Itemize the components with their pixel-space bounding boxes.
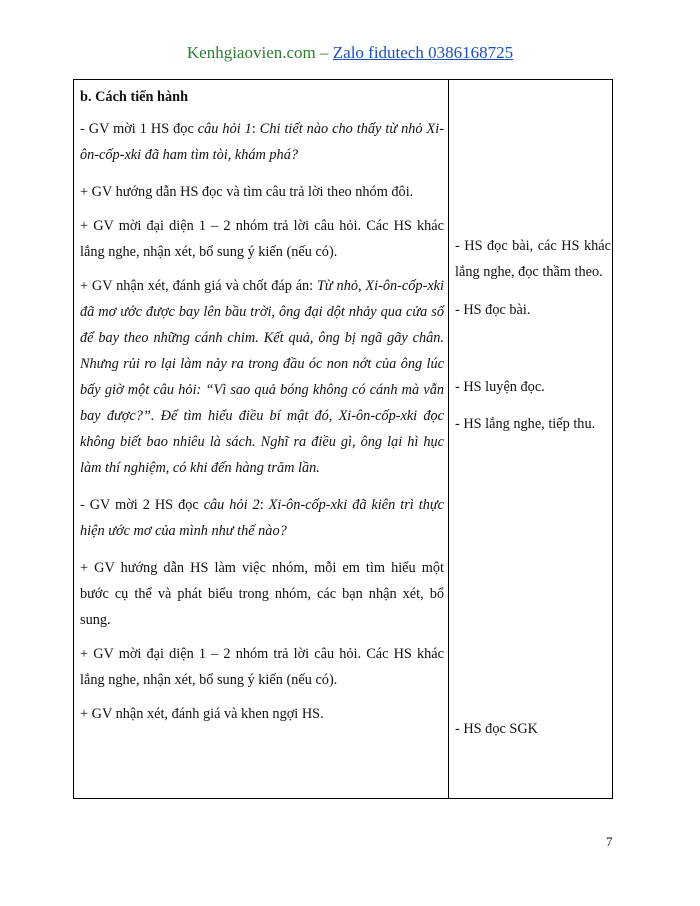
page-header	[0, 42, 700, 64]
q1-text: Chi tiết nào cho thấy từ nhỏ Xi-ôn-cốp-xki đã ham tìm tòi, khám phá?	[80, 121, 444, 163]
section-title: b. Cách tiến hành	[80, 89, 189, 105]
student-activity-2: - HS đọc bài.	[455, 302, 531, 318]
q1-label: câu hỏi 1	[197, 121, 252, 137]
q2-colon: :	[259, 497, 269, 513]
page-number: 7	[606, 834, 613, 849]
answer-prefix: + GV nhận xét, đánh giá và chốt đáp án:	[80, 278, 317, 294]
q1-colon: :	[251, 121, 260, 137]
header-zalo-link[interactable]: Zalo fidutech 0386168725	[332, 43, 514, 62]
student-activity-5: - HS đọc SGK	[455, 721, 539, 737]
activity-praise: + GV nhận xét, đánh giá và khen ngợi HS.	[80, 706, 324, 722]
header-separator: –	[315, 43, 333, 62]
student-activity-3: - HS luyện đọc.	[455, 379, 545, 395]
answer-text: Từ nhỏ, Xi-ôn-cốp-xki đã mơ ước được bay lên bầu trời, ông đại dột nhảy qua cửa sổ để bay theo những cánh chim. Kết quả, ông bị ngã gãy chân. Nhưng rủi ro lại làm nảy ra trong đầu óc non nớt của ông lúc bấy giờ một câu hỏi: “Vì sao quả bóng không có cánh mà vẫn bay được?”. Để tìm hiểu điều bí mật đó, Xi-ôn-cốp-xki đọc không biết bao nhiêu là sách. Nghĩ ra điều gì, ông lại hì hục làm thí nghiệm, có khi đến hàng trăm lần.	[80, 278, 444, 476]
q2-label: câu hỏi 2	[203, 497, 260, 513]
activity-guide-groups: + GV hướng dẫn HS làm việc nhóm, mỗi em tìm hiểu một bước cụ thể và phát biểu trong nhóm, các bạn nhận xét, bổ sung.	[80, 560, 444, 628]
q2-text: Xi-ôn-cốp-xki đã kiên trì thực hiện ước mơ của mình như thế nào?	[80, 497, 444, 539]
activity-question-2	[80, 492, 444, 544]
student-activity-4: - HS lắng nghe, tiếp thu.	[455, 416, 596, 432]
activity-answer-1	[80, 273, 444, 481]
activity-question-1	[80, 116, 444, 168]
activity-guide-pairs: + GV hướng dẫn HS đọc và tìm câu trả lời theo nhóm đôi.	[80, 184, 414, 200]
q2-prefix: - GV mời 2 HS đọc	[80, 497, 204, 513]
student-activity-1: - HS đọc bài, các HS khác lắng nghe, đọc thầm theo.	[455, 238, 611, 280]
activity-invite-groups-2: + GV mời đại diện 1 – 2 nhóm trả lời câu hỏi. Các HS khác lắng nghe, nhận xét, bổ sung ý kiến (nếu có).	[80, 646, 444, 688]
teacher-activities-column	[80, 84, 444, 738]
column-divider	[448, 79, 449, 799]
q1-prefix: - GV mời 1 HS đọc	[80, 121, 198, 137]
header-site-link[interactable]: Kenhgiaovien.com	[186, 43, 316, 62]
activity-invite-groups-1: + GV mời đại diện 1 – 2 nhóm trả lời câu hỏi. Các HS khác lắng nghe, nhận xét, bổ sung ý kiến (nếu có).	[80, 218, 444, 260]
